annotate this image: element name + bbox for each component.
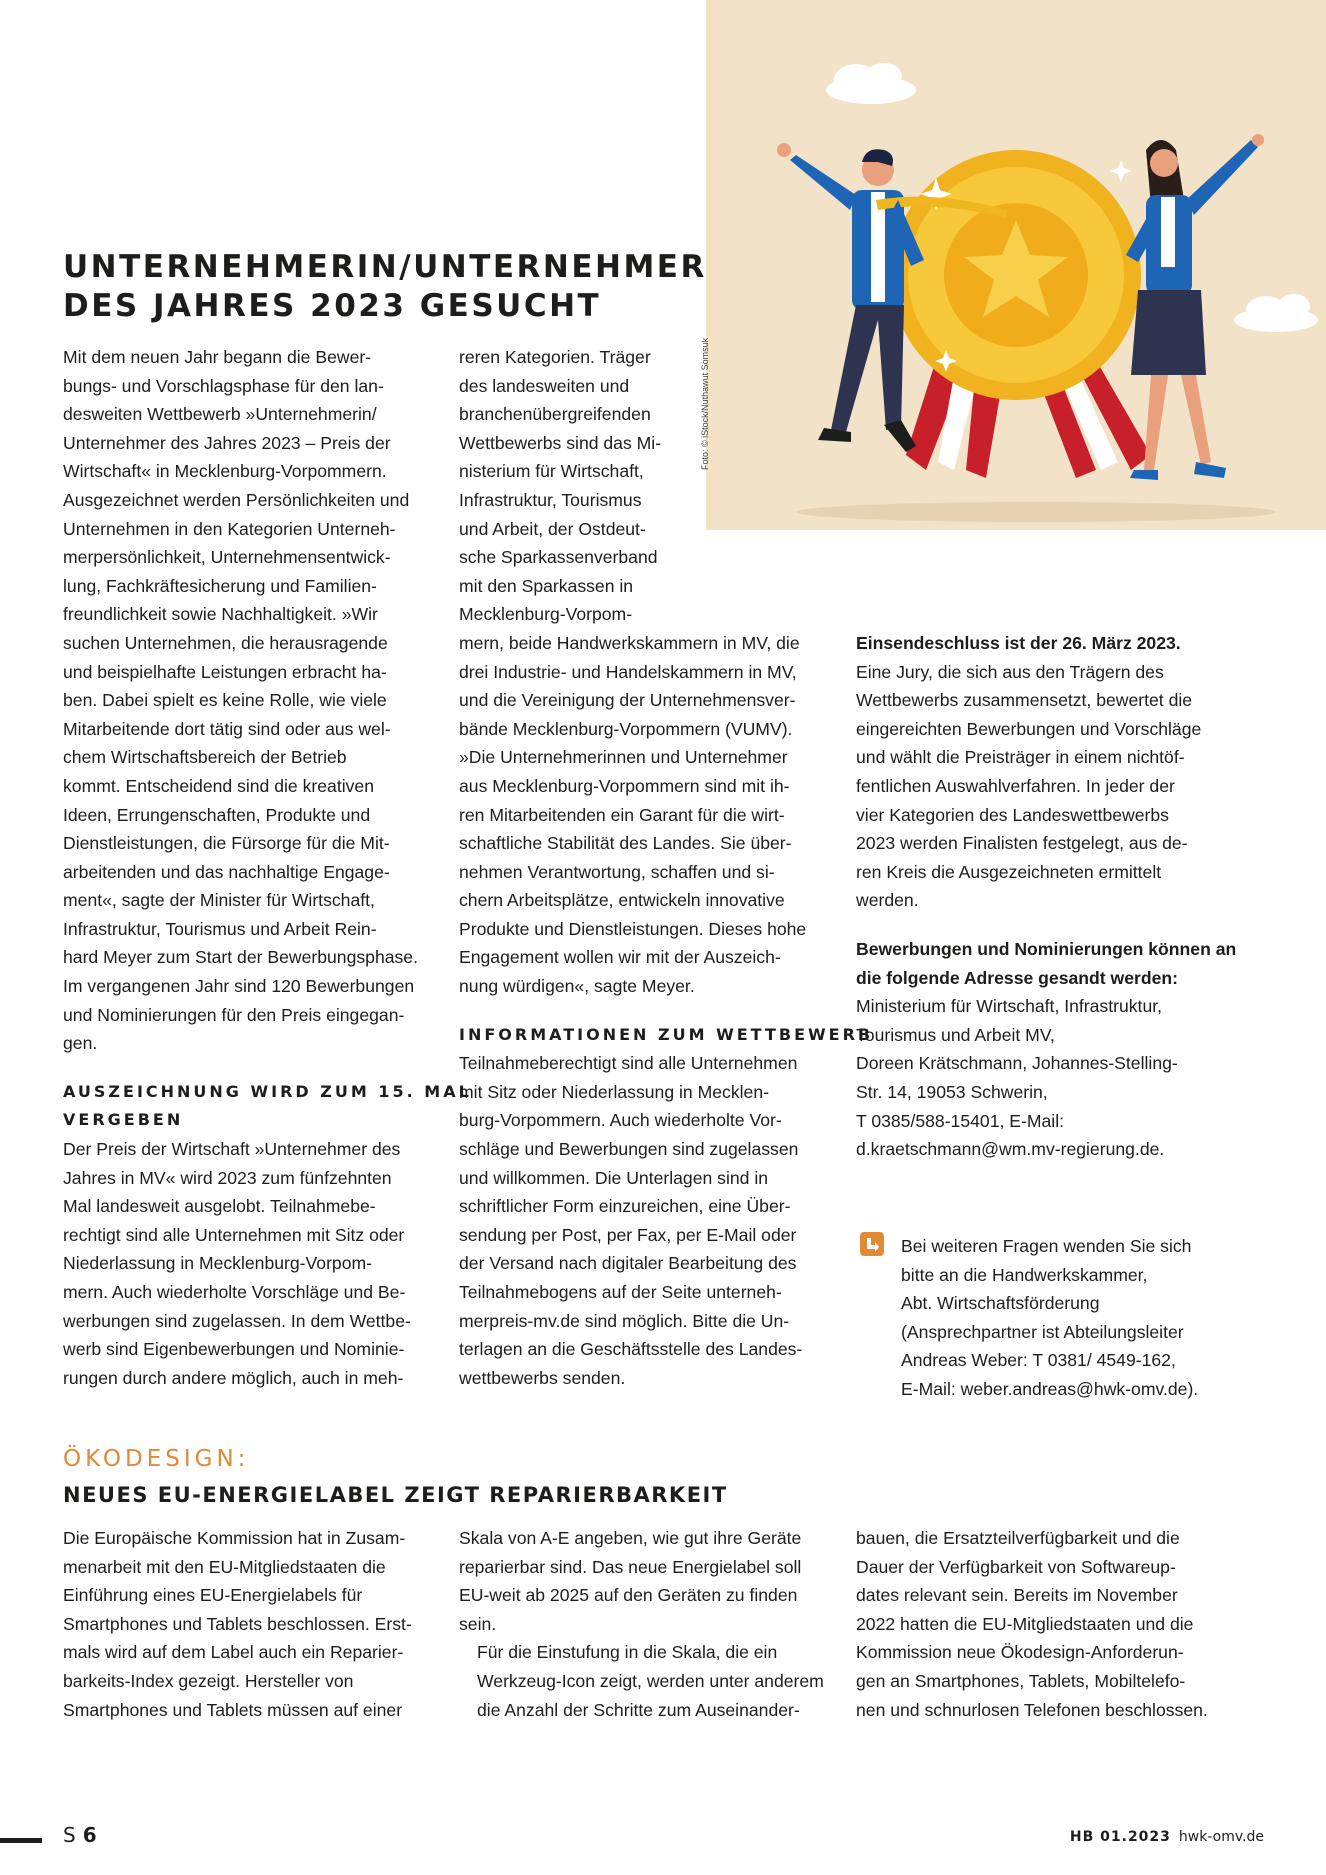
text-line: Doreen Krätschmann, Johannes-Stelling-	[856, 1053, 1178, 1074]
text-line: Mal landesweit ausgelobt. Teilnahmebe-	[63, 1196, 376, 1217]
text-line: »Die Unternehmerinnen und Unternehmer	[459, 747, 788, 768]
text-line: und die Vereinigung der Unternehmensver-	[459, 690, 796, 711]
paragraph	[459, 337, 839, 1001]
photo-credit: Foto: © iStock/Nuthawut Somsuk	[700, 337, 710, 470]
title-line: DES JAHRES 2023 GESUCHT	[63, 288, 602, 324]
text-line: Eine Jury, die sich aus den Trägern des	[856, 661, 1164, 682]
text-line: Skala von A-E angeben, wie gut ihre Geräte	[459, 1528, 802, 1548]
paragraph	[459, 1524, 839, 1638]
text-line: reparierbar sind. Das neue Energielabel soll	[459, 1556, 802, 1577]
text-line: werden.	[856, 890, 919, 911]
text-line: mern, beide Handwerkskammern in MV, die	[459, 632, 800, 653]
text-line: werb sind Eigenbewerbungen und Nominie-	[63, 1339, 405, 1360]
cloud-icon	[1234, 294, 1318, 332]
text-line: drei Industrie- und Handelskammern in MV,	[459, 661, 797, 682]
text-line: sche Sparkassenverband	[459, 547, 658, 568]
text-line: nen und schnurlosen Telefonen beschlossen.	[856, 1699, 1208, 1720]
article2-column-1	[63, 1524, 443, 1724]
text-line: wettbewerbs senden.	[459, 1367, 626, 1388]
text-line: und willkommen. Die Unterlagen sind in	[459, 1167, 769, 1188]
text-line: Engagement wollen wir mit der Auszeich-	[459, 947, 781, 968]
deadline-note: Einsendeschluss ist der 26. März 2023.	[856, 633, 1181, 653]
text-line: EU-weit ab 2025 auf den Geräten zu finden	[459, 1585, 798, 1606]
website-link[interactable]: hwk-omv.de	[1178, 1829, 1264, 1845]
text-line: gen an Smartphones, Tablets, Mobiltelefo-	[856, 1670, 1186, 1691]
text-line: Kommission neue Ökodesign-Anforderun-	[856, 1642, 1184, 1663]
text-line: Einführung eines EU-Energielabels für	[63, 1585, 363, 1606]
text-line: des landesweiten und	[459, 375, 630, 396]
text-line: ren Kreis die Ausgezeichneten ermittelt	[856, 861, 1162, 882]
text-line: 2023 werden Finalisten festgelegt, aus de-	[856, 833, 1188, 854]
text-line: und beispielhafte Leistungen erbracht ha-	[63, 661, 387, 682]
text-line: 2022 hatten die EU-Mitgliedstaaten und die	[856, 1613, 1194, 1634]
text-line: Jahres in MV« wird 2023 zum fünfzehnten	[63, 1167, 392, 1188]
text-line: Dienstleistungen, die Fürsorge für die Mit-	[63, 833, 390, 854]
text-line: nehmen Verantwortung, schaffen und si-	[459, 861, 775, 882]
page-number-value: 6	[82, 1823, 97, 1847]
text-line: Teilnahmebogens auf der Seite unterneh-	[459, 1282, 782, 1302]
text-line: die Anzahl der Schritte zum Auseinander-	[477, 1699, 800, 1720]
woman-figure	[1126, 134, 1264, 480]
text-line: Mecklenburg-Vorpom-	[459, 604, 633, 625]
paragraph	[63, 1524, 443, 1724]
text-line: bitte an die Handwerkskammer,	[901, 1264, 1148, 1285]
text-line: eingereichten Bewerbungen und Vorschläge	[856, 718, 1202, 739]
paragraph	[63, 1135, 443, 1392]
text-line: mit den Sparkassen in	[459, 575, 634, 596]
text-line: gen.	[63, 1033, 98, 1054]
text-line: barkeits-Index gezeigt. Hersteller von	[63, 1670, 354, 1691]
text-line: Andreas Weber: T 0381/ 4549-162,	[901, 1350, 1176, 1371]
article-column-2	[459, 337, 874, 1392]
text-line: Werkzeug-Icon zeigt, werden unter anderem	[477, 1670, 824, 1691]
article2-column-2	[459, 1524, 839, 1724]
text-line: bungs- und Vorschlagsphase für den lan-	[63, 375, 384, 396]
text-line: aus Mecklenburg-Vorpommern sind mit ih-	[459, 775, 790, 796]
text-line: ren Mitarbeitenden ein Garant für die wirt-	[459, 804, 785, 825]
text-line: die folgende Adresse gesandt werden:	[856, 967, 1178, 988]
text-line: ben. Dabei spielt es keine Rolle, wie viele	[63, 690, 387, 711]
title-line: UNTERNEHMERIN/UNTERNEHMER	[63, 249, 707, 285]
article-column-1	[63, 343, 472, 1392]
text-line: bände Mecklenburg-Vorpommern (VUMV).	[459, 718, 793, 739]
text-line: Die Europäische Kommission hat in Zusam-	[63, 1528, 406, 1548]
text-line: nung würdigen«, sagte Meyer.	[459, 976, 695, 997]
text-line: fentlichen Auswahlverfahren. In jeder der	[856, 775, 1175, 796]
text-line: schriftlicher Form einzureichen, eine Über-	[459, 1196, 791, 1217]
text-line: freundlichkeit sowie Nachhaltigkeit. »Wir	[63, 604, 378, 625]
medal-icon	[891, 150, 1141, 400]
paragraph	[856, 1524, 1266, 1724]
text-line: schläge und Bewerbungen sind zugelassen	[459, 1139, 799, 1160]
paragraph	[63, 343, 443, 1058]
text-line: Unternehmer des Jahres 2023 – Preis der	[63, 432, 391, 453]
address-block	[856, 992, 1266, 1164]
paragraph	[459, 1638, 839, 1724]
text-line: und wählt die Preisträger in einem nichtöf-	[856, 747, 1185, 768]
footer-bar	[0, 1838, 42, 1843]
text-line: mals wird auf dem Label auch ein Reparier-	[63, 1642, 404, 1663]
text-line: der Versand nach digitaler Bearbeitung des	[459, 1253, 797, 1274]
text-line: arbeitenden und das nachhaltige Engage-	[63, 861, 390, 882]
text-line: Wettbewerbs zusammensetzt, bewertet die	[856, 690, 1193, 711]
text-line: Infrastruktur, Tourismus	[459, 489, 642, 510]
text-line: Dauer der Verfügbarkeit von Softwareup-	[856, 1556, 1176, 1577]
text-line: Für die Einstufung in die Skala, die ein	[477, 1642, 778, 1663]
text-line: Ideen, Errungenschaften, Produkte und	[63, 804, 371, 825]
text-line: Wirtschaft« in Mecklenburg-Vorpommern.	[63, 461, 387, 482]
contact-info	[901, 1232, 1281, 1404]
paragraph	[901, 1232, 1281, 1404]
text-line: Abt. Wirtschaftsförderung	[901, 1293, 1100, 1314]
section-kicker: ÖKODESIGN:	[63, 1446, 250, 1472]
text-line: Mitarbeitende dort tätig sind oder aus wel-	[63, 718, 391, 739]
text-line: chem Wirtschaftsbereich der Betrieb	[63, 747, 347, 768]
text-line: Teilnahmeberechtigt sind alle Unternehmen	[459, 1053, 798, 1074]
text-line: vier Kategorien des Landeswettbewerbs	[856, 804, 1169, 825]
text-line: bauen, die Ersatzteilverfügbarkeit und die	[856, 1528, 1180, 1548]
text-line: mit Sitz oder Niederlassung in Mecklen-	[459, 1081, 769, 1102]
text-line: schaftliche Stabilität des Landes. Sie über-	[459, 833, 792, 854]
text-line: Ausgezeichnet werden Persönlichkeiten und	[63, 489, 410, 510]
text-line: VERGEBEN	[63, 1110, 184, 1130]
text-line: Bewerbungen und Nominierungen können an	[856, 938, 1237, 959]
text-line: und Nominierungen für den Preis eingegan-	[63, 1004, 405, 1025]
text-line: mern. Auch wiederholte Vorschläge und Be-	[63, 1282, 406, 1302]
text-line: Tourismus und Arbeit MV,	[856, 1024, 1055, 1045]
paragraph	[459, 1049, 839, 1392]
arrow-info-icon	[860, 1232, 884, 1256]
text-line: (Ansprechpartner ist Abteilungsleiter	[901, 1321, 1184, 1342]
cloud-icon	[826, 63, 916, 104]
text-line: suchen Unternehmen, die herausragende	[63, 632, 388, 653]
text-line: sein.	[459, 1613, 497, 1634]
text-line: Smartphones und Tablets müssen auf einer	[63, 1699, 403, 1720]
text-line: ment«, sagte der Minister für Wirtschaft,	[63, 890, 375, 911]
text-line: INFORMATIONEN ZUM WETTBEWERB	[459, 1024, 874, 1044]
text-line: Der Preis der Wirtschaft »Unternehmer des	[63, 1139, 401, 1160]
text-line: sendung per Post, per Fax, per E-Mail oder	[459, 1224, 797, 1245]
text-line: werbungen sind zugelassen. In dem Wettbe-	[63, 1310, 411, 1331]
text-line: Unternehmen in den Kategorien Unterneh-	[63, 518, 396, 539]
text-line: rechtigt sind alle Unternehmen mit Sitz oder	[63, 1224, 405, 1245]
text-line: menarbeit mit den EU-Mitgliedstaaten die	[63, 1556, 386, 1577]
text-line: und Arbeit, der Ostdeut-	[459, 518, 646, 539]
page-title	[63, 248, 707, 326]
issue-label: HB 01.2023	[1069, 1829, 1171, 1845]
text-line: Str. 14, 19053 Schwerin,	[856, 1081, 1048, 1102]
text-line: Im vergangenen Jahr sind 120 Bewerbungen	[63, 976, 415, 997]
section-title: NEUES EU-ENERGIELABEL ZEIGT REPARIERBARKEIT	[63, 1483, 728, 1507]
text-line: rungen durch andere möglich, auch in meh-	[63, 1367, 404, 1388]
text-line: T 0385/588-15401, E-Mail:	[856, 1110, 1064, 1131]
page-number	[63, 1823, 97, 1847]
text-line: branchenübergreifenden	[459, 404, 651, 425]
subheading	[459, 1021, 874, 1050]
text-line: kommt. Entscheidend sind die kreativen	[63, 775, 374, 796]
text-line: dates relevant sein. Bereits im November	[856, 1585, 1178, 1606]
text-line: hard Meyer zum Start der Bewerbungsphase.	[63, 947, 418, 968]
text-line: merpreis-mv.de sind möglich. Bitte die Un-	[459, 1310, 790, 1331]
text-line: burg-Vorpommern. Auch wiederholte Vor-	[459, 1110, 782, 1131]
page-prefix: S	[63, 1823, 77, 1847]
text-line: Ministerium für Wirtschaft, Infrastruktur,	[856, 996, 1163, 1017]
article-column-3	[856, 629, 1266, 1164]
text-line: reren Kategorien. Träger	[459, 347, 651, 367]
text-line: chern Arbeitsplätze, entwickeln innovative	[459, 890, 785, 911]
address-heading	[856, 935, 1266, 992]
text-line: Infrastruktur, Tourismus und Arbeit Rein-	[63, 918, 377, 939]
text-line: Niederlassung in Mecklenburg-Vorpom-	[63, 1253, 373, 1274]
paragraph	[856, 658, 1266, 915]
text-line: lung, Fachkräftesicherung und Familien-	[63, 575, 377, 596]
text-line: nisterium für Wirtschaft,	[459, 461, 644, 482]
text-line: Bei weiteren Fragen wenden Sie sich	[901, 1236, 1192, 1256]
article2-column-3	[856, 1524, 1266, 1724]
text-line: AUSZEICHNUNG WIRD ZUM 15. MAL	[63, 1081, 472, 1101]
text-line: E-Mail: weber.andreas@hwk-omv.de).	[901, 1378, 1199, 1399]
text-line: d.kraetschmann@wm.mv-regierung.de.	[856, 1139, 1165, 1160]
text-line: Wettbewerbs sind das Mi-	[459, 432, 662, 453]
footer-info	[1070, 1829, 1264, 1845]
text-line: merpersönlichkeit, Unternehmensentwick-	[63, 547, 391, 568]
text-line: terlagen an die Geschäftsstelle des Landes-	[459, 1339, 803, 1360]
subheading	[63, 1078, 472, 1135]
text-line: desweiten Wettbewerb »Unternehmerin/	[63, 404, 377, 425]
text-line: Mit dem neuen Jahr begann die Bewer-	[63, 347, 372, 367]
text-line: Produkte und Dienstleistungen. Dieses hohe	[459, 918, 807, 939]
text-line: Smartphones und Tablets beschlossen. Erst-	[63, 1613, 412, 1634]
